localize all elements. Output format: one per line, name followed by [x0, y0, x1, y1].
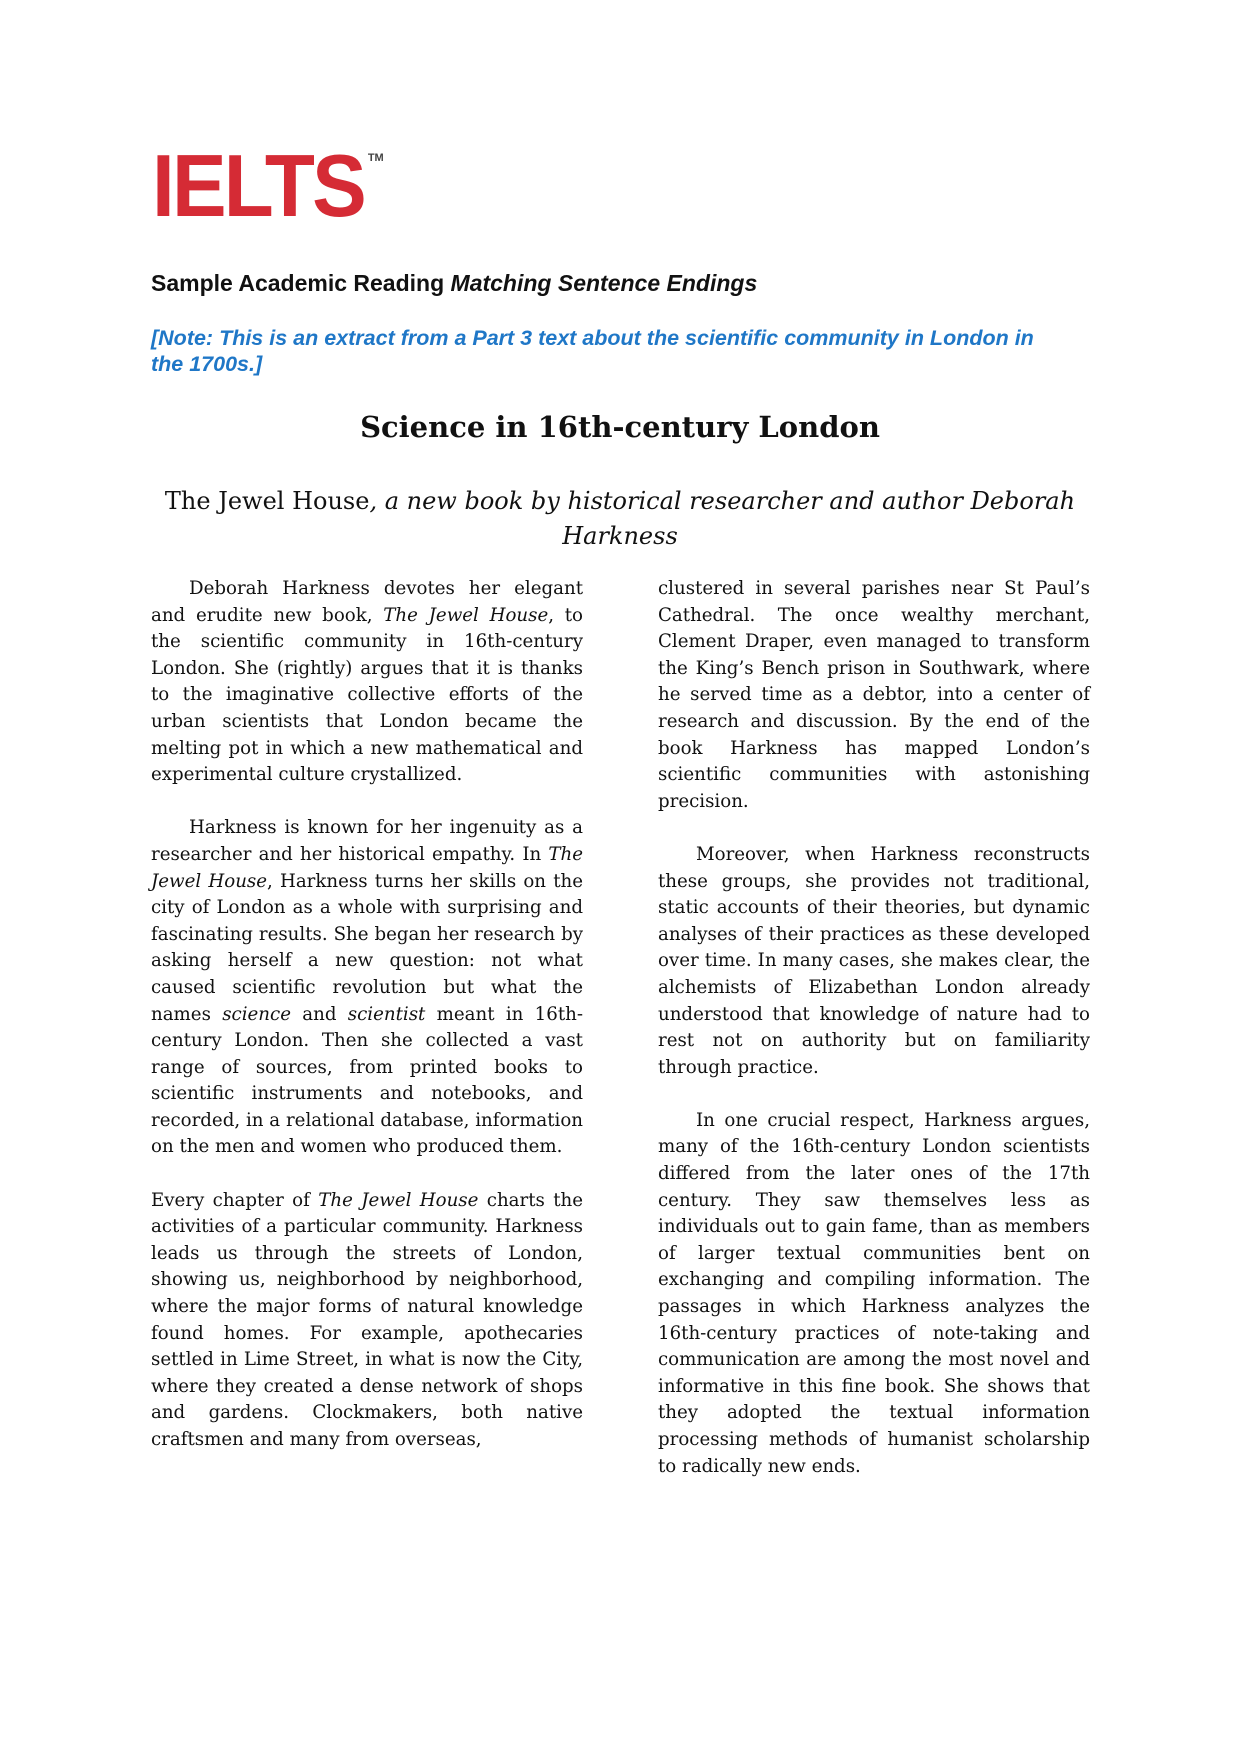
heading-plain: Sample Academic Reading: [151, 270, 451, 296]
text-span: Harkness is known for her ingenuity as a researcher and her historical empathy. In: [151, 817, 583, 865]
logo-wordmark: IELTS: [152, 150, 364, 222]
paragraph-2: [151, 815, 583, 1161]
text-span: , to the scientific community in 16th-century London. She (rightly) argues that it is thanks to the imaginative collective efforts of the urban scientists that London became the melting pot in which a new mathematical and experimental culture crystallized.: [151, 604, 584, 786]
article-title: Science in 16th-century London: [360, 410, 880, 444]
left-column: [151, 576, 583, 1480]
right-column: [658, 576, 1090, 1507]
extract-note: [Note: This is an extract from a Part 3 text about the scientific community in London in the 1700s.]: [151, 326, 1034, 376]
text-span: meant in 16th-century London. Then she collected a vast range of sources, from printed books to scientific instruments and notebooks, and recorded, in a relational database, information on the men and women who produced them.: [151, 1003, 583, 1158]
book-title-italic: The Jewel House: [318, 1189, 479, 1211]
paragraph-3: [151, 1188, 583, 1454]
text-span: charts the activities of a particular community. Harkness leads us through the streets of London, showing us, neighborhood by neighborhood, where the major forms of natural knowledge found homes. For example, apothecaries settled in Lime Street, in what is now the City, where they created a dense network of shops and gardens. Clockmakers, both native craftsmen and many from overseas,: [151, 1189, 583, 1450]
heading-italic: Matching Sentence Endings: [450, 270, 758, 296]
page-heading: [151, 270, 757, 297]
text-span: and: [290, 1003, 348, 1025]
ielts-logo: [152, 150, 384, 222]
text-span: Deborah Harkness devotes her elegant and erudite new book,: [151, 578, 583, 626]
text-span: , Harkness turns her skills on the city of London as a whole with surprising and fascinating results. She began her research by asking herself a new question: not what caused scientific revolution but what the names: [151, 870, 583, 1025]
term-italic: scientist: [347, 1003, 426, 1025]
text-span: Every chapter of: [151, 1189, 319, 1211]
term-italic: science: [222, 1003, 291, 1025]
subtitle-description: , a new book by historical researcher and author Deborah Harkness: [369, 487, 1076, 550]
subtitle-book-title: The Jewel House: [164, 487, 370, 515]
paragraph-4: clustered in several parishes near St Paul’s Cathedral. The once wealthy merchant, Clement Draper, even managed to transform the King’s Bench prison in Southwark, where he served time as a debtor, into a center of research and discussion. By the end of the book Harkness has mapped London’s scientific communities with astonishing precision.: [658, 578, 1090, 812]
book-title-italic: The Jewel House: [383, 604, 549, 626]
paragraph-1: [151, 576, 583, 789]
article-subtitle: [160, 484, 1080, 554]
trademark-symbol: TM: [367, 152, 384, 164]
paragraph-5: Moreover, when Harkness reconstructs these groups, she provides not traditional, static accounts of their theories, but dynamic analyses of their practices as these developed over time. In many cases, she makes clear, the alchemists of Elizabethan London already understood that knowledge of nature had to rest not on authority but on familiarity through practice.: [658, 843, 1090, 1078]
book-title-italic: The Jewel House: [151, 843, 583, 892]
paragraph-6: In one crucial respect, Harkness argues, many of the 16th-century London scientists differed from the later ones of the 17th century. They saw themselves less as individuals out to gain fame, than as members of larger textual communities bent on exchanging and compiling information. The passages in which Harkness analyzes the 16th-century practices of note-taking and communication are among the most novel and informative in this fine book. She shows that they adopted the textual information processing methods of humanist scholarship to radically new ends.: [658, 1109, 1090, 1477]
